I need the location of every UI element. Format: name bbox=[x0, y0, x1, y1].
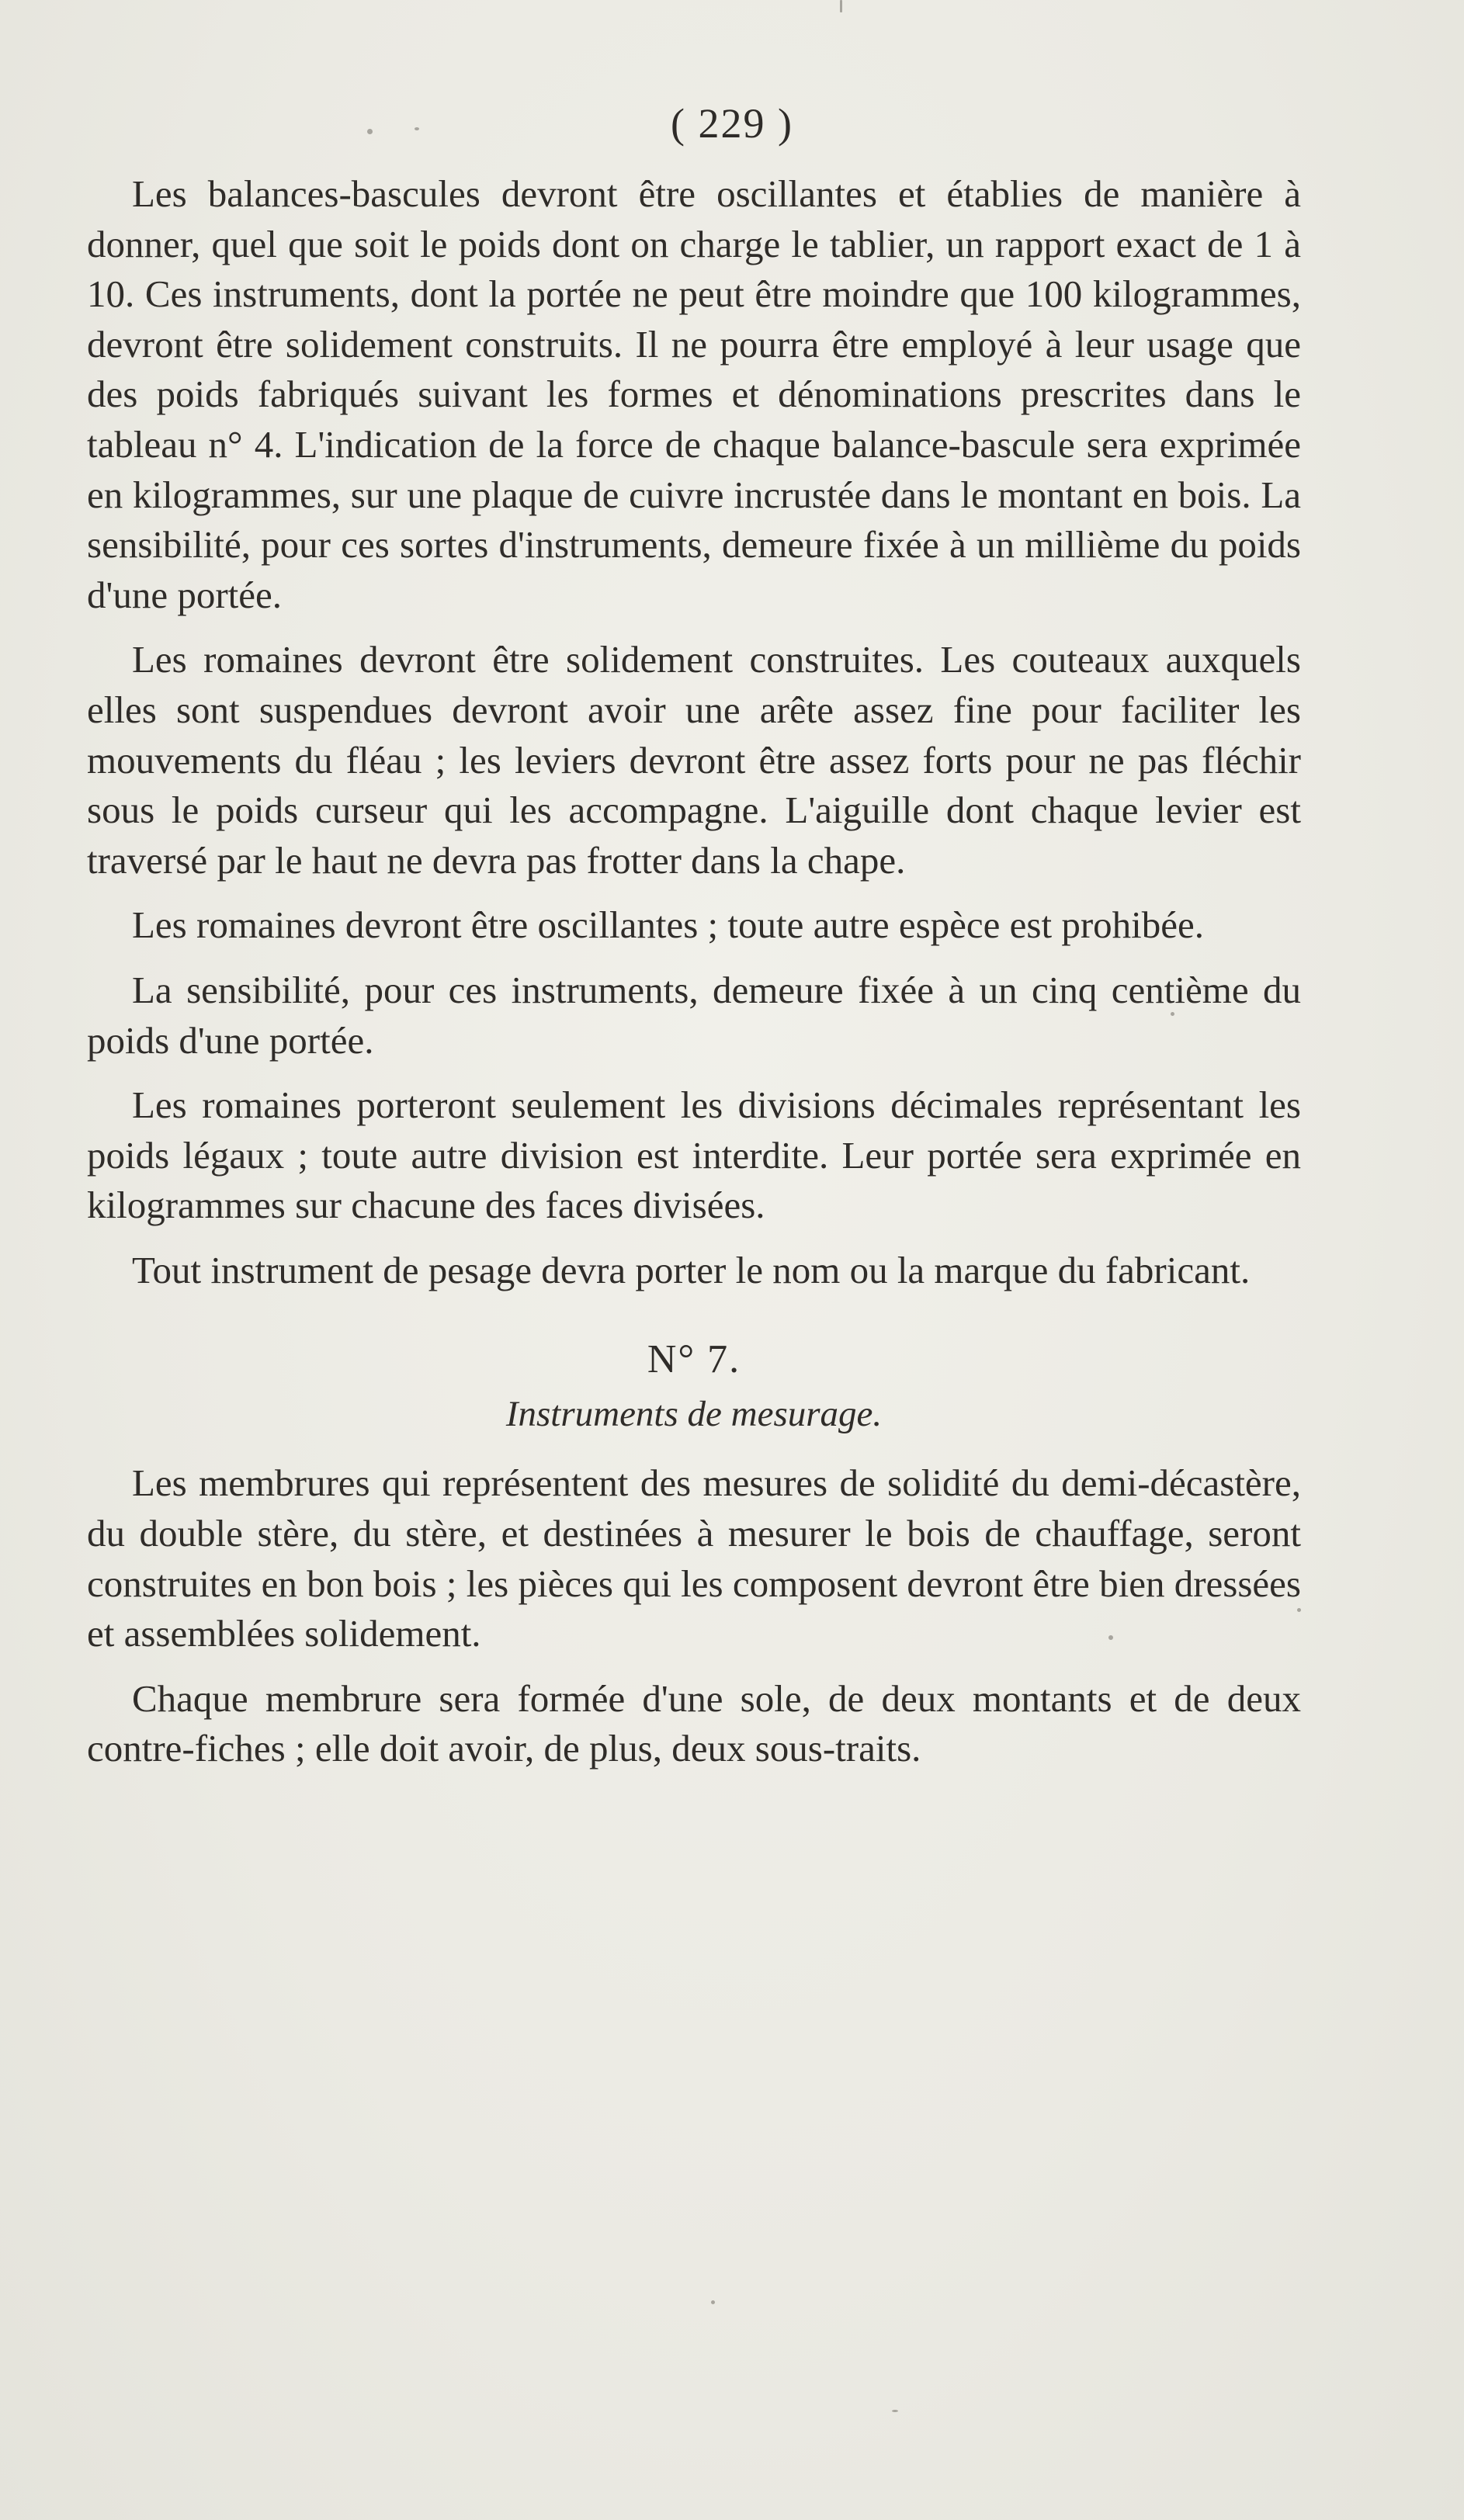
paragraph-membrures: Les membrures qui représentent des mesures de solidité du demi-décastère, du double stère, du stère, et destinées à mesurer le bois de chauffage, seront construites en bon bois ; les pièces qui les composent devront être bien dressées et assemblées solidement. bbox=[87, 1461, 1301, 1655]
paragraph-fabricant: Tout instrument de pesage devra porter le nom ou la marque du fabricant. bbox=[132, 1248, 1251, 1291]
paper-speck bbox=[840, 0, 842, 12]
paper-speck bbox=[367, 129, 373, 134]
paragraph-romaines-construction: Les romaines devront être solidement construites. Les couteaux auxquels elles sont suspendues devront avoir une arête assez fine pour faciliter les mouvements du fléau ; les leviers devront être assez forts pour ne pas fléchir sous le poids curseur qui les accompagne. L'aiguille dont chaque levier est traversé par le haut ne devra pas frotter dans la chape. bbox=[87, 638, 1301, 882]
paper-speck bbox=[711, 2300, 715, 2304]
paragraph-sensibilite: La sensibilité, pour ces instruments, demeure fixée à un cinq centième du poids d'une portée. bbox=[87, 968, 1301, 1062]
paper-speck bbox=[1297, 1608, 1301, 1612]
paper-speck bbox=[892, 2410, 898, 2412]
section-title: Instruments de mesurage. bbox=[505, 1394, 883, 1435]
paragraph-divisions: Les romaines porteront seulement les divisions décimales représentant les poids légaux ; toute autre division est interdite. Leur portée sera exprimée en kilogrammes sur chacune des faces divisées. bbox=[87, 1083, 1301, 1227]
paper-speck bbox=[1171, 1012, 1174, 1016]
paragraph-balances-bascules: Les balances-bascules devront être oscillantes et établies de manière à donner, quel que soit le poids dont on charge le tablier, un rapport exact de 1 à 10. Ces instruments, dont la portée ne peut être moindre que 100 kilogrammes, devront être solidement construits. Il ne pourra être employé à leur usage que des poids fabriqués suivant les formes et dénominations prescrites dans le tableau n° 4. L'indication de la force de chaque balance-bascule sera exprimée en kilogrammes, sur une plaque de cuivre incrustée dans le montant en bois. La sensibilité, pour ces sortes d'instruments, demeure fixée à un millième du poids d'une portée. bbox=[87, 172, 1301, 616]
paragraph-sole: Chaque membrure sera formée d'une sole, de deux montants et de deux contre-fiches ; elle doit avoir, de plus, deux sous-traits. bbox=[87, 1676, 1301, 1770]
paper-speck bbox=[415, 127, 419, 130]
paper-speck bbox=[1108, 1635, 1113, 1640]
section-number: N° 7. bbox=[647, 1337, 741, 1382]
paragraph-romaines-oscillantes: Les romaines devront être oscillantes ; toute autre espèce est prohibée. bbox=[132, 903, 1204, 947]
body-text bbox=[87, 169, 1301, 1789]
page-number: ( 229 ) bbox=[671, 100, 793, 147]
